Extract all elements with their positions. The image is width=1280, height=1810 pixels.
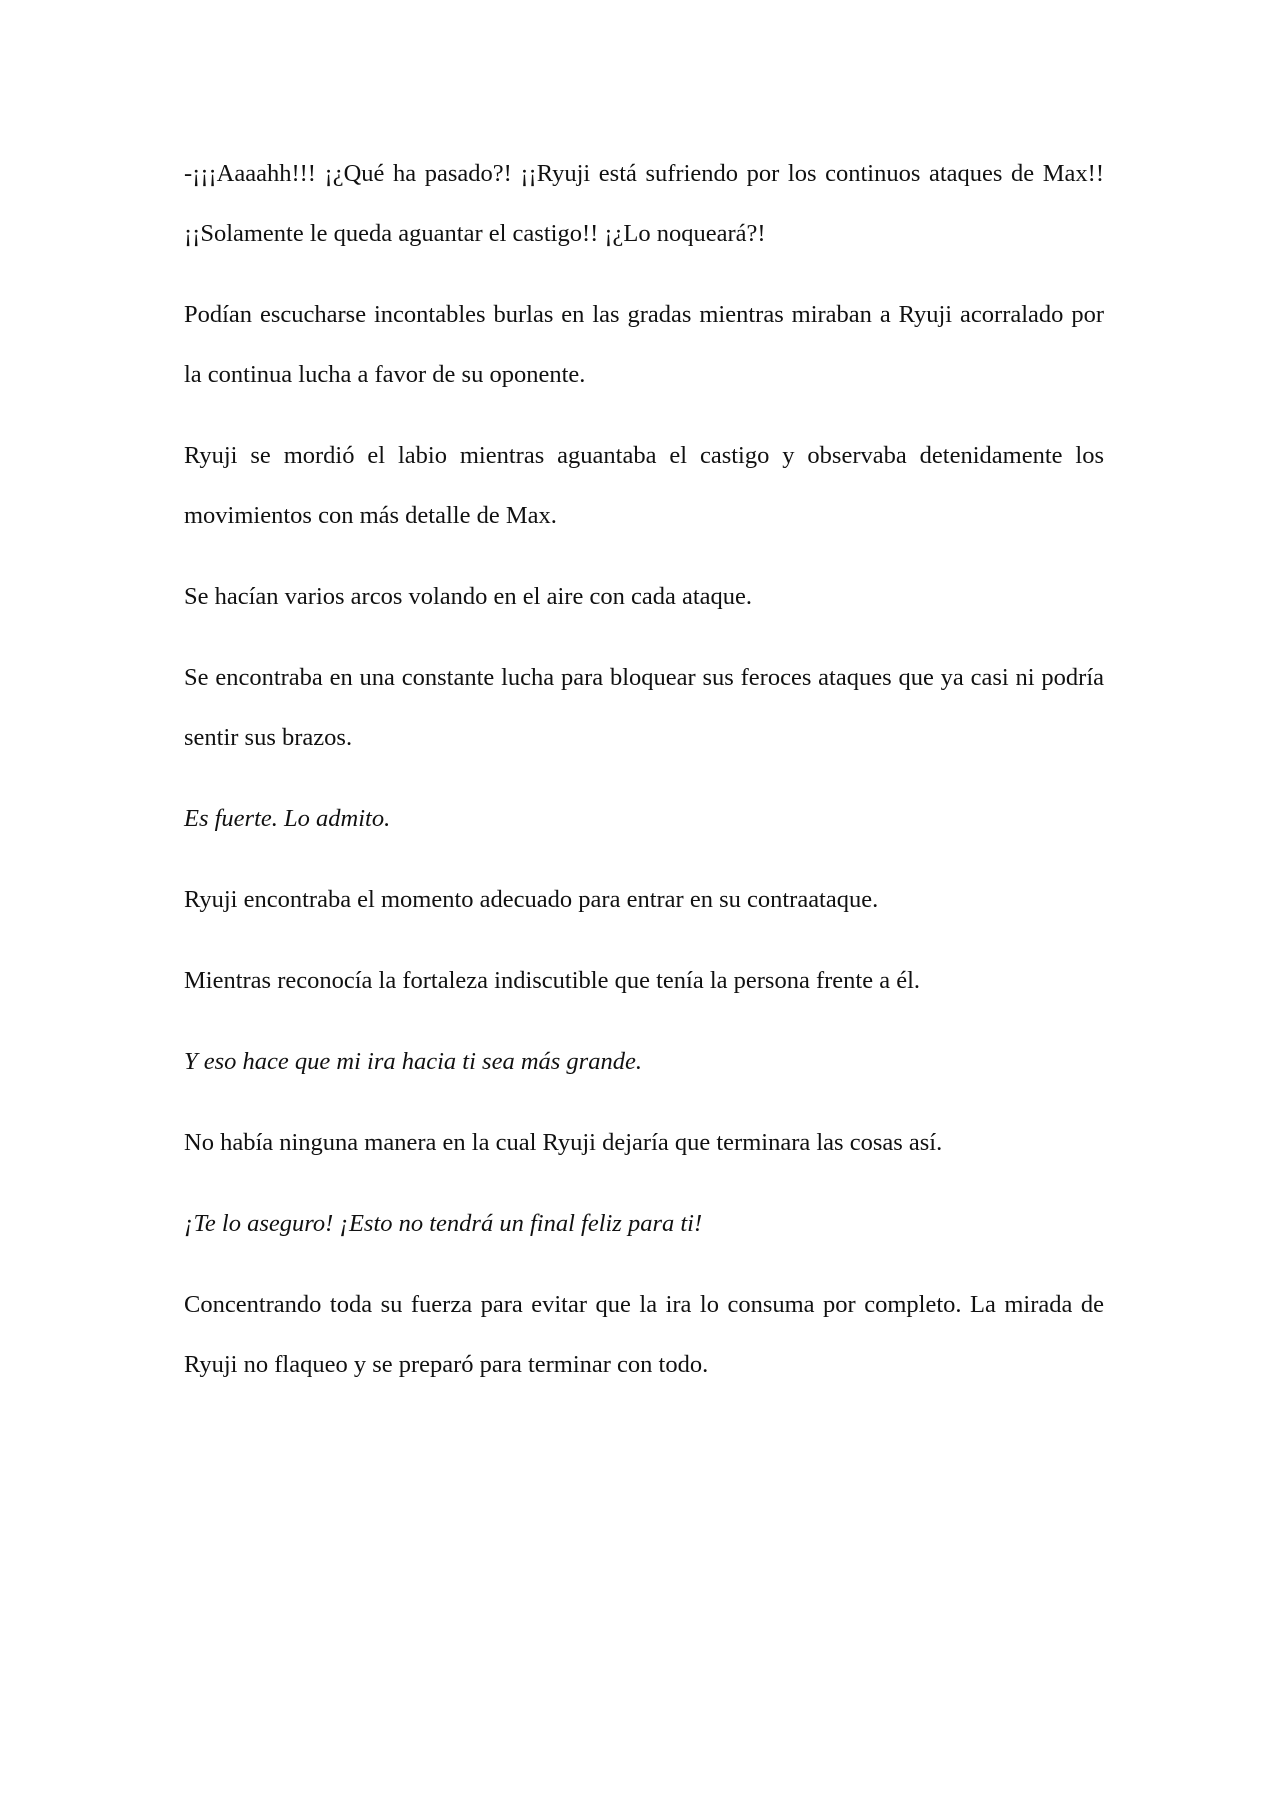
paragraph-9-thought: Y eso hace que mi ira hacia ti sea más grande. [184,1048,642,1075]
paragraph-5: Se encontraba en una constante lucha para bloquear sus feroces ataques que ya casi ni podría sentir sus brazos. [184,664,1104,751]
paragraph-7: Ryuji encontraba el momento adecuado para entrar en su contraataque. [184,886,879,913]
paragraph-6-thought: Es fuerte. Lo admito. [184,805,391,832]
paragraph-4: Se hacían varios arcos volando en el aire con cada ataque. [184,583,752,610]
paragraph-12: Concentrando toda su fuerza para evitar que la ira lo consuma por completo. La mirada de Ryuji no flaqueo y se preparó para terminar con todo. [184,1291,1104,1378]
paragraph-3: Ryuji se mordió el labio mientras aguantaba el castigo y observaba detenidamente los movimientos con más detalle de Max. [184,442,1104,529]
paragraph-8: Mientras reconocía la fortaleza indiscutible que tenía la persona frente a él. [184,967,921,994]
paragraph-10: No había ninguna manera en la cual Ryuji dejaría que terminara las cosas así. [184,1129,943,1156]
paragraph-1: -¡¡¡Aaaahh!!! ¡¿Qué ha pasado?! ¡¡Ryuji está sufriendo por los continuos ataques de Max!! ¡¡Solamente le queda aguantar el castigo!! ¡¿Lo noqueará?! [184,160,1104,247]
paragraph-2: Podían escucharse incontables burlas en las gradas mientras miraban a Ryuji acorralado por la continua lucha a favor de su oponente. [184,301,1104,388]
paragraph-11-thought: ¡Te lo aseguro! ¡Esto no tendrá un final feliz para ti! [184,1210,703,1237]
document-body [184,144,1104,1416]
